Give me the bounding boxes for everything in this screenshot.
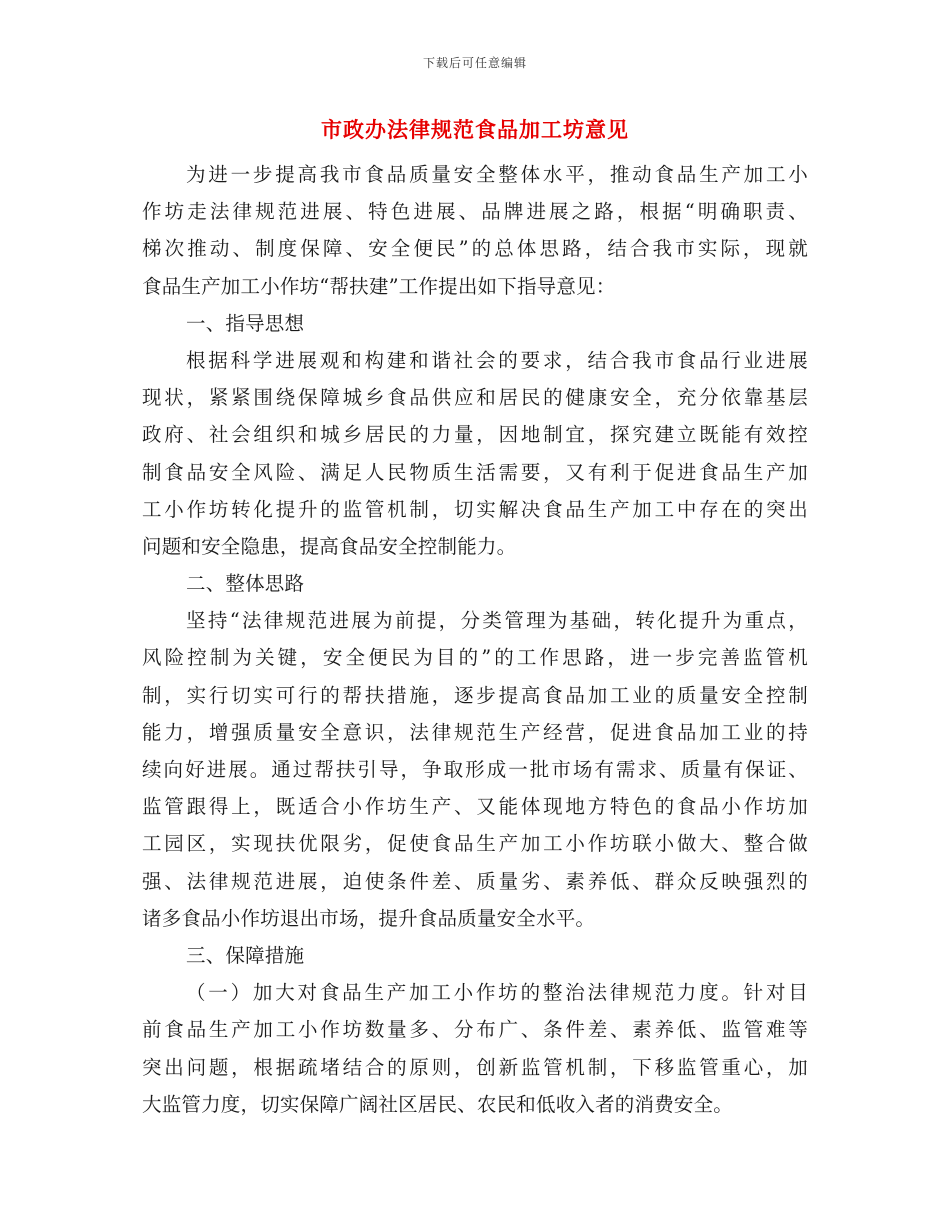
document-title: 市政办法律规范食品加工坊意见 (321, 117, 629, 142)
text-line: 现状，紧紧围绕保障城乡食品供应和居民的健康安全，充分依靠基层 (142, 386, 808, 410)
text-line: 续向好进展。通过帮扶引导，争取形成一批市场有需求、质量有保证、 (142, 758, 808, 781)
paragraph (142, 602, 808, 937)
text-line: 作坊走法律规范进展、特色进展、品牌进展之路，根据“明确职责、 (142, 200, 808, 224)
document-body (142, 156, 808, 1123)
text-line: 二、整体思路 (186, 572, 305, 596)
text-line: 三、保障措施 (186, 943, 305, 967)
text-line: 制食品安全风险、满足人民物质生活需要，又有利于促进食品生产加 (142, 460, 808, 484)
section-heading (142, 937, 808, 974)
paragraph (142, 156, 808, 305)
text-line: 风险控制为关键，安全便民为目的”的工作思路，进一步完善监管机 (142, 646, 808, 670)
text-line: 能力，增强质量安全意识，法律规范生产经营，促进食品加工业的持 (142, 720, 808, 744)
text-line: 根据科学进展观和构建和谐社会的要求，结合我市食品行业进展 (186, 348, 808, 372)
text-line: 一、指导思想 (186, 311, 305, 335)
text-line: 监管跟得上，既适合小作坊生产、又能体现地方特色的食品小作坊加 (142, 795, 808, 819)
text-line: 梯次推动、制度保障、安全便民”的总体思路，结合我市实际，现就 (142, 237, 808, 261)
text-line: （一）加大对食品生产加工小作坊的整治法律规范力度。针对目 (186, 981, 808, 1005)
paragraph (142, 974, 808, 1123)
text-line: 强、法律规范进展，迫使条件差、质量劣、素养低、群众反映强烈的 (142, 869, 808, 893)
text-line: 食品生产加工小作坊“帮扶建”工作提出如下指导意见： (142, 274, 616, 298)
paragraph (142, 342, 808, 565)
text-line: 诸多食品小作坊退出市场，提升食品质量安全水平。 (142, 906, 596, 930)
text-line: 政府、社会组织和城乡居民的力量，因地制宜，探究建立既能有效控 (142, 423, 808, 447)
text-line: 大监管力度，切实保障广阔社区居民、农民和低收入者的消费安全。 (142, 1092, 734, 1116)
section-heading (142, 305, 808, 342)
text-line: 工园区，实现扶优限劣，促使食品生产加工小作坊联小做大、整合做 (142, 832, 808, 856)
text-line: 突出问题，根据疏堵结合的原则，创新监管机制，下移监管重心，加 (142, 1055, 808, 1079)
text-line: 制，实行切实可行的帮扶措施，逐步提高食品加工业的质量安全控制 (142, 683, 808, 707)
header-note: 下载后可任意编辑 (422, 56, 527, 70)
section-heading (142, 565, 808, 602)
text-line: 工小作坊转化提升的监管机制，切实解决食品生产加工中存在的突出 (142, 497, 808, 521)
text-line: 前食品生产加工小作坊数量多、分布广、条件差、素养低、监管难等 (142, 1018, 808, 1042)
text-line: 坚持“法律规范进展为前提，分类管理为基础，转化提升为重点， (186, 609, 808, 633)
text-line: 问题和安全隐患，提高食品安全控制能力。 (142, 534, 517, 558)
text-line: 为进一步提高我市食品质量安全整体水平，推动食品生产加工小 (186, 163, 808, 186)
